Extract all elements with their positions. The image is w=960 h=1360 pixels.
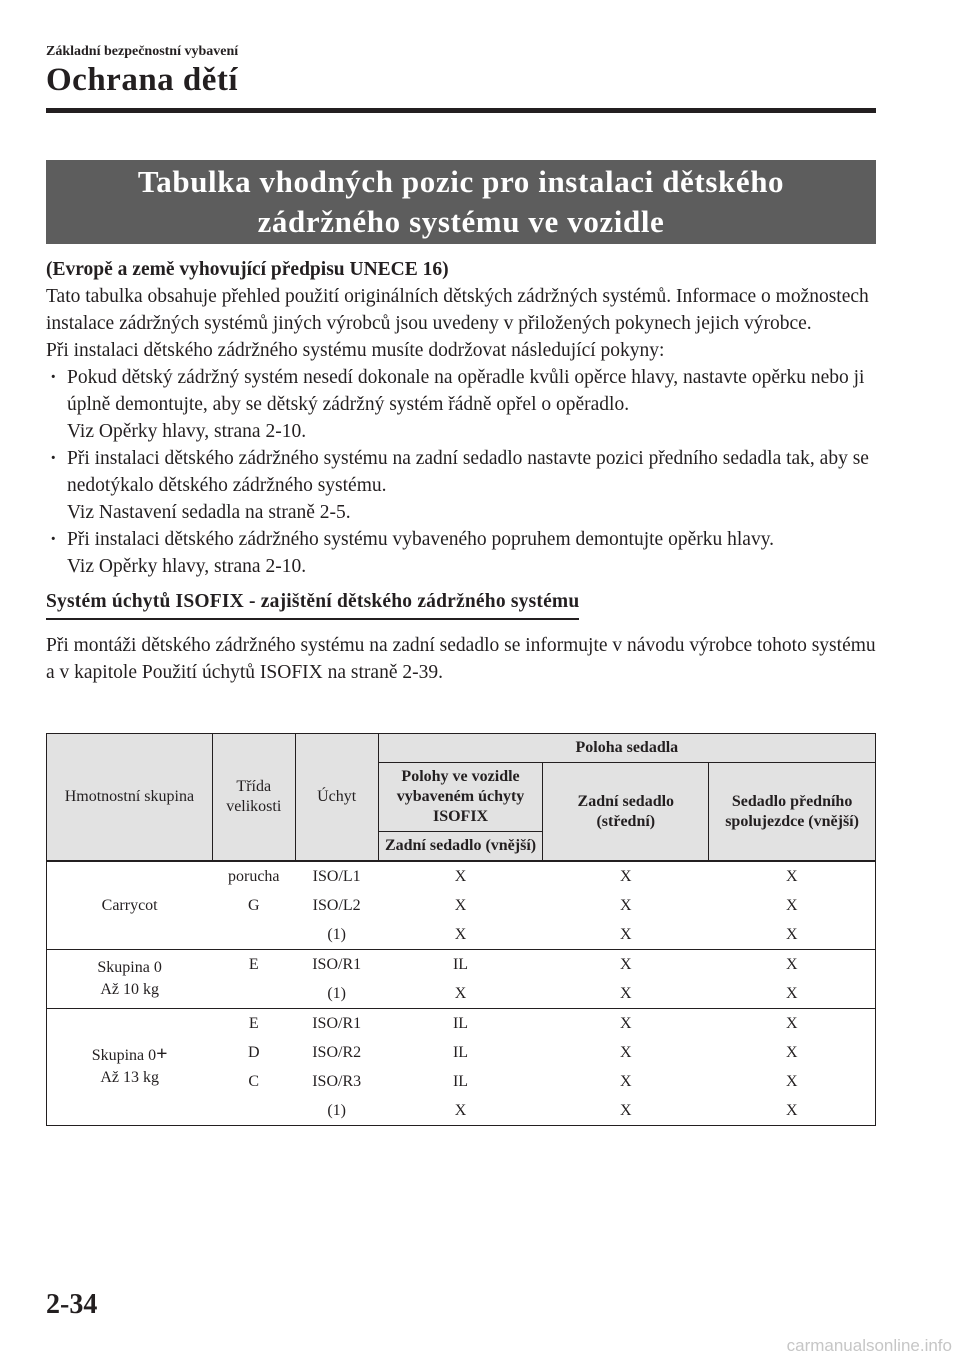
front-cell: X: [786, 1043, 798, 1061]
list-item: [46, 364, 878, 445]
bullet-icon: ·: [50, 367, 57, 388]
instructions-paragraph: Při instalaci dětského zádržného systému musíte dodržovat následující pokyny:: [46, 340, 665, 361]
bullet-text: Pokud dětský zádržný systém nesedí dokonale na opěradle kvůli opěrce hlavy, nastavte opěrku nebo ji úplně demontujte, aby se dětský zádržný systém řádně opřel o opěradlo.: [67, 367, 865, 415]
rear-center-cell: X: [543, 1009, 709, 1039]
isofix-heading: Systém úchytů ISOFIX - zajištění dětského zádržného systému: [46, 588, 579, 620]
group-cell: Skupina 0 Až 10 kg: [47, 950, 213, 1009]
header-divider: [46, 108, 876, 113]
table-row: [47, 861, 876, 891]
bullet-icon: ·: [50, 529, 57, 550]
banner-line-1: Tabulka vhodných pozic pro instalaci dětského: [137, 164, 785, 199]
table-row: [47, 950, 876, 980]
size-cell: C: [248, 1072, 260, 1090]
page-number: 2-34: [46, 1289, 98, 1320]
watermark: carmanualsonline.info: [786, 1336, 952, 1355]
bullet-text: Při instalaci dětského zádržného systému na zadní sedadlo nastavte pozici předního sedadla tak, aby se nedotýkalo dětského zádržného systému.: [67, 448, 869, 496]
section-title: Základní bezpečnostní vybavení: [46, 44, 239, 59]
size-cell: [212, 920, 295, 950]
header-rear-outer: Zadní sedadlo (vnější): [378, 832, 543, 862]
front-cell: X: [709, 861, 876, 891]
front-cell: X: [786, 896, 798, 914]
cross-reference: Viz Nastavení sedadla na straně 2-5.: [67, 502, 351, 523]
rear-outer-cell: X: [454, 984, 467, 1002]
rear-outer-cell: X: [454, 1101, 467, 1119]
group-cell: Skupina 0+ Až 13 kg: [47, 1009, 213, 1126]
rear-center-cell: X: [543, 950, 709, 980]
content-body: [46, 256, 878, 686]
bullet-text: Při instalaci dětského zádržného systému vybaveného popruhem demontujte opěrku hlavy.: [67, 529, 775, 550]
group-cell: Carrycot: [47, 861, 213, 950]
size-cell: G: [247, 896, 260, 914]
rear-outer-cell: IL: [452, 1043, 469, 1061]
anchor-cell: (1): [327, 984, 346, 1002]
anchor-cell: ISO/R2: [312, 1043, 362, 1061]
size-cell: D: [247, 1043, 260, 1061]
front-cell: X: [786, 925, 798, 943]
header-seat-position: Poloha sedadla: [378, 734, 875, 763]
header-isofix-positions: Polohy ve vozidle vybaveném úchyty ISOFIX: [378, 763, 543, 832]
section-banner: [46, 160, 876, 244]
rear-outer-cell: IL: [378, 950, 543, 980]
rear-outer-cell: IL: [452, 1072, 469, 1090]
header-weight-group: Hmotnostní skupina: [47, 734, 213, 862]
header-size-class: Třída velikosti: [212, 734, 295, 862]
front-cell: X: [709, 1009, 876, 1039]
rear-outer-cell: X: [454, 925, 467, 943]
anchor-cell: ISO/R1: [295, 950, 378, 980]
size-cell: [212, 979, 295, 1009]
rear-center-cell: X: [620, 925, 632, 943]
anchor-cell: (1): [327, 925, 346, 943]
cross-reference: Viz Opěrky hlavy, strana 2-10.: [67, 421, 307, 442]
rear-outer-cell: X: [378, 861, 543, 891]
intro-paragraph: Tato tabulka obsahuje přehled použití originálních dětských zádržných systémů. Informace o možnostech instalace zádržných systémů jiných výrobců jsou uvedeny v přiložených pokynech jejich výrobce.: [46, 286, 869, 334]
rear-center-cell: X: [543, 861, 709, 891]
rear-center-cell: X: [620, 1072, 632, 1090]
rear-center-cell: X: [620, 1043, 632, 1061]
front-cell: X: [786, 1101, 798, 1119]
front-cell: X: [786, 984, 798, 1002]
list-item: [46, 526, 878, 580]
banner-line-2: zádržného systému ve vozidle: [257, 204, 665, 239]
isofix-paragraph: Při montáži dětského zádržného systému na zadní sedadlo se informujte v návodu výrobce tohoto systému a v kapitole Použití úchytů ISOFIX na straně 2-39.: [46, 635, 876, 683]
rear-outer-cell: X: [454, 896, 467, 914]
list-item: [46, 445, 878, 526]
front-cell: X: [786, 1072, 798, 1090]
anchor-cell: ISO/R1: [295, 1009, 378, 1039]
header-front-passenger: Sedadlo předního spolujezdce (vnější): [709, 763, 876, 862]
bullet-icon: ·: [50, 448, 57, 469]
rear-center-cell: X: [620, 1101, 632, 1119]
instructions-list: [46, 364, 878, 580]
anchor-cell: ISO/R3: [312, 1072, 362, 1090]
front-cell: X: [709, 950, 876, 980]
anchor-cell: ISO/L2: [312, 896, 361, 914]
regulation-lead: (Evropě a země vyhovující předpisu UNECE 16): [46, 259, 449, 280]
size-cell: porucha: [212, 861, 295, 891]
cross-reference: Viz Opěrky hlavy, strana 2-10.: [67, 556, 307, 577]
table-body: [47, 861, 876, 1126]
table-row: [47, 1009, 876, 1039]
header-rear-center: Zadní sedadlo (střední): [543, 763, 709, 862]
seat-position-table: [46, 733, 876, 1126]
rear-outer-cell: IL: [378, 1009, 543, 1039]
size-cell: E: [212, 950, 295, 980]
anchor-cell: ISO/L1: [295, 861, 378, 891]
page-title: Ochrana dětí: [46, 62, 239, 98]
rear-center-cell: X: [620, 896, 632, 914]
size-cell: E: [212, 1009, 295, 1039]
rear-center-cell: X: [620, 984, 632, 1002]
plus-icon: +: [156, 1043, 168, 1065]
size-cell: [212, 1096, 295, 1126]
header-anchor: Úchyt: [295, 734, 378, 862]
anchor-cell: (1): [327, 1101, 346, 1119]
